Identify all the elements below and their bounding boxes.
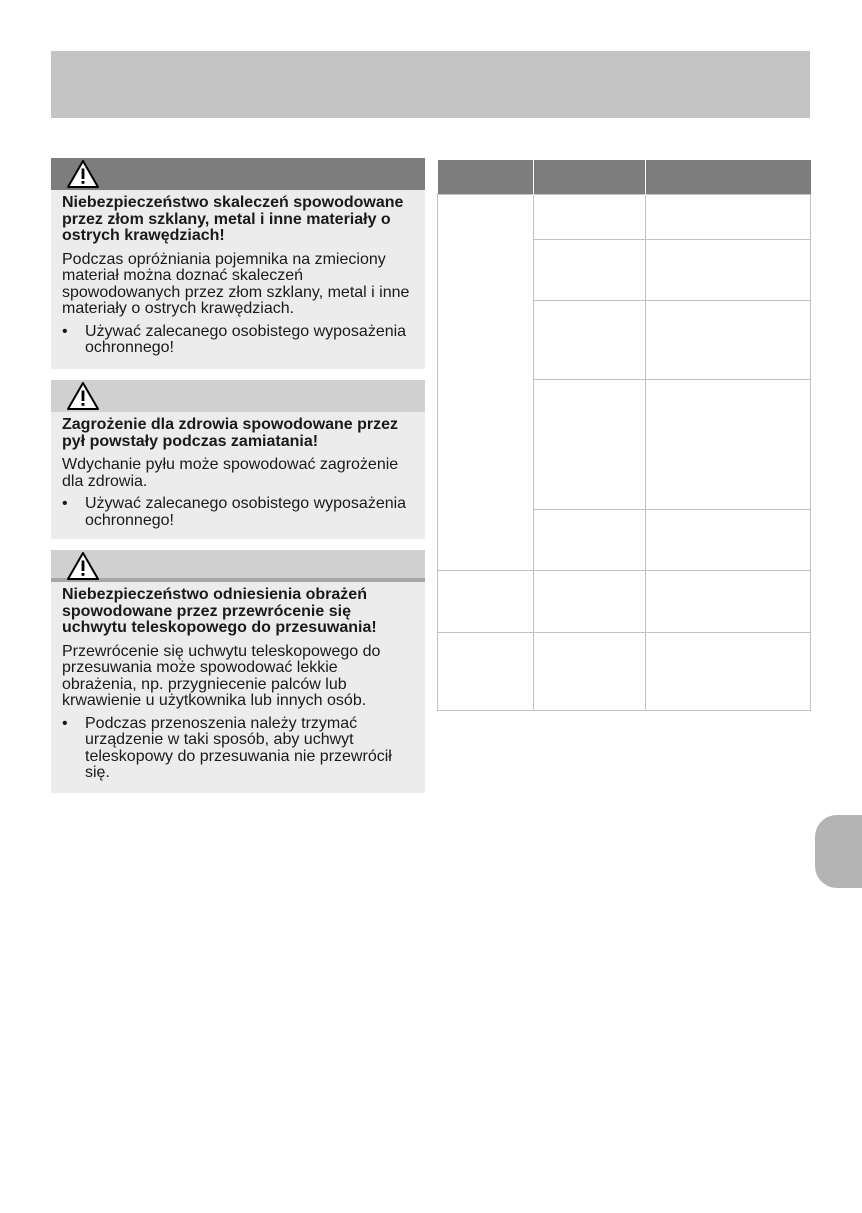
- warning-box-1: [51, 158, 425, 369]
- table-header-cell: [438, 160, 534, 195]
- table-cell: [534, 195, 646, 240]
- table-cell: [534, 510, 646, 571]
- warning-title: Zagrożenie dla zdrowia spowodowane przez pył powstały podczas zamiatania!: [62, 416, 399, 450]
- warning-triangle-icon: [66, 551, 100, 581]
- warning-title: Niebezpieczeństwo odniesienia obrażeń spowodowane przez przewrócenie się uchwytu teleskopowego do przesuwania!: [62, 586, 377, 636]
- warning-box-2: [51, 380, 425, 539]
- warning-text: Podczas opróżniania pojemnika na zmieciony materiał można doznać skaleczeń spowodowanych przez złom szklany, metal i inne materiały o ostrych krawędziach.: [62, 250, 410, 317]
- table-cell: [646, 240, 811, 301]
- table-row: [438, 195, 811, 240]
- header-band: [51, 51, 810, 118]
- table-cell: [534, 301, 646, 380]
- table-cell: [534, 240, 646, 301]
- warning-list: [62, 716, 415, 782]
- table-cell: [534, 571, 646, 633]
- warning-list: [62, 324, 415, 357]
- table-cell: [646, 633, 811, 711]
- table-row: [438, 571, 811, 633]
- table-cell: [646, 380, 811, 510]
- table-cell: [646, 301, 811, 380]
- warning-text: Wdychanie pyłu może spowodować zagrożenie dla zdrowia.: [62, 456, 399, 490]
- table-cell: [438, 571, 534, 633]
- warning-box-3: [51, 550, 425, 793]
- table-cell: [438, 633, 534, 711]
- table-cell: [534, 633, 646, 711]
- table-cell: [646, 510, 811, 571]
- warning-list: [62, 496, 415, 529]
- table-cell: [646, 195, 811, 240]
- table-cell: [438, 195, 534, 571]
- table-header-cell: [534, 160, 646, 195]
- warning-header-2: [51, 380, 425, 412]
- warning-bullet: • Podczas przenoszenia należy trzymać urządzenie w taki sposób, aby uchwyt teleskopowy do przesuwania nie przewrócił się.: [62, 716, 415, 782]
- table-header-cell: [646, 160, 811, 195]
- warning-triangle-icon: [66, 381, 100, 411]
- table-cell: [534, 380, 646, 510]
- warning-text: Przewrócenie się uchwytu teleskopowego do przesuwania może spowodować lekkie obrażenia, np. przygniecenie palców lub krwawienie u użytkownika lub innych osób.: [62, 642, 381, 709]
- table-header-row: [438, 160, 811, 195]
- table-row: [438, 633, 811, 711]
- warning-bullet: • Używać zalecanego osobistego wyposażenia ochronnego!: [62, 496, 415, 529]
- chapter-side-tab: [815, 815, 862, 888]
- warning-header-1: [51, 158, 425, 190]
- table-cell: [646, 571, 811, 633]
- spec-table: [437, 160, 811, 711]
- warning-triangle-icon: [66, 159, 100, 189]
- warning-bullet: • Używać zalecanego osobistego wyposażenia ochronnego!: [62, 324, 415, 357]
- warning-title: Niebezpieczeństwo skaleczeń spowodowane przez złom szklany, metal i inne materiały o ostrych krawędziach!: [62, 194, 404, 244]
- warning-header-3: [51, 550, 425, 582]
